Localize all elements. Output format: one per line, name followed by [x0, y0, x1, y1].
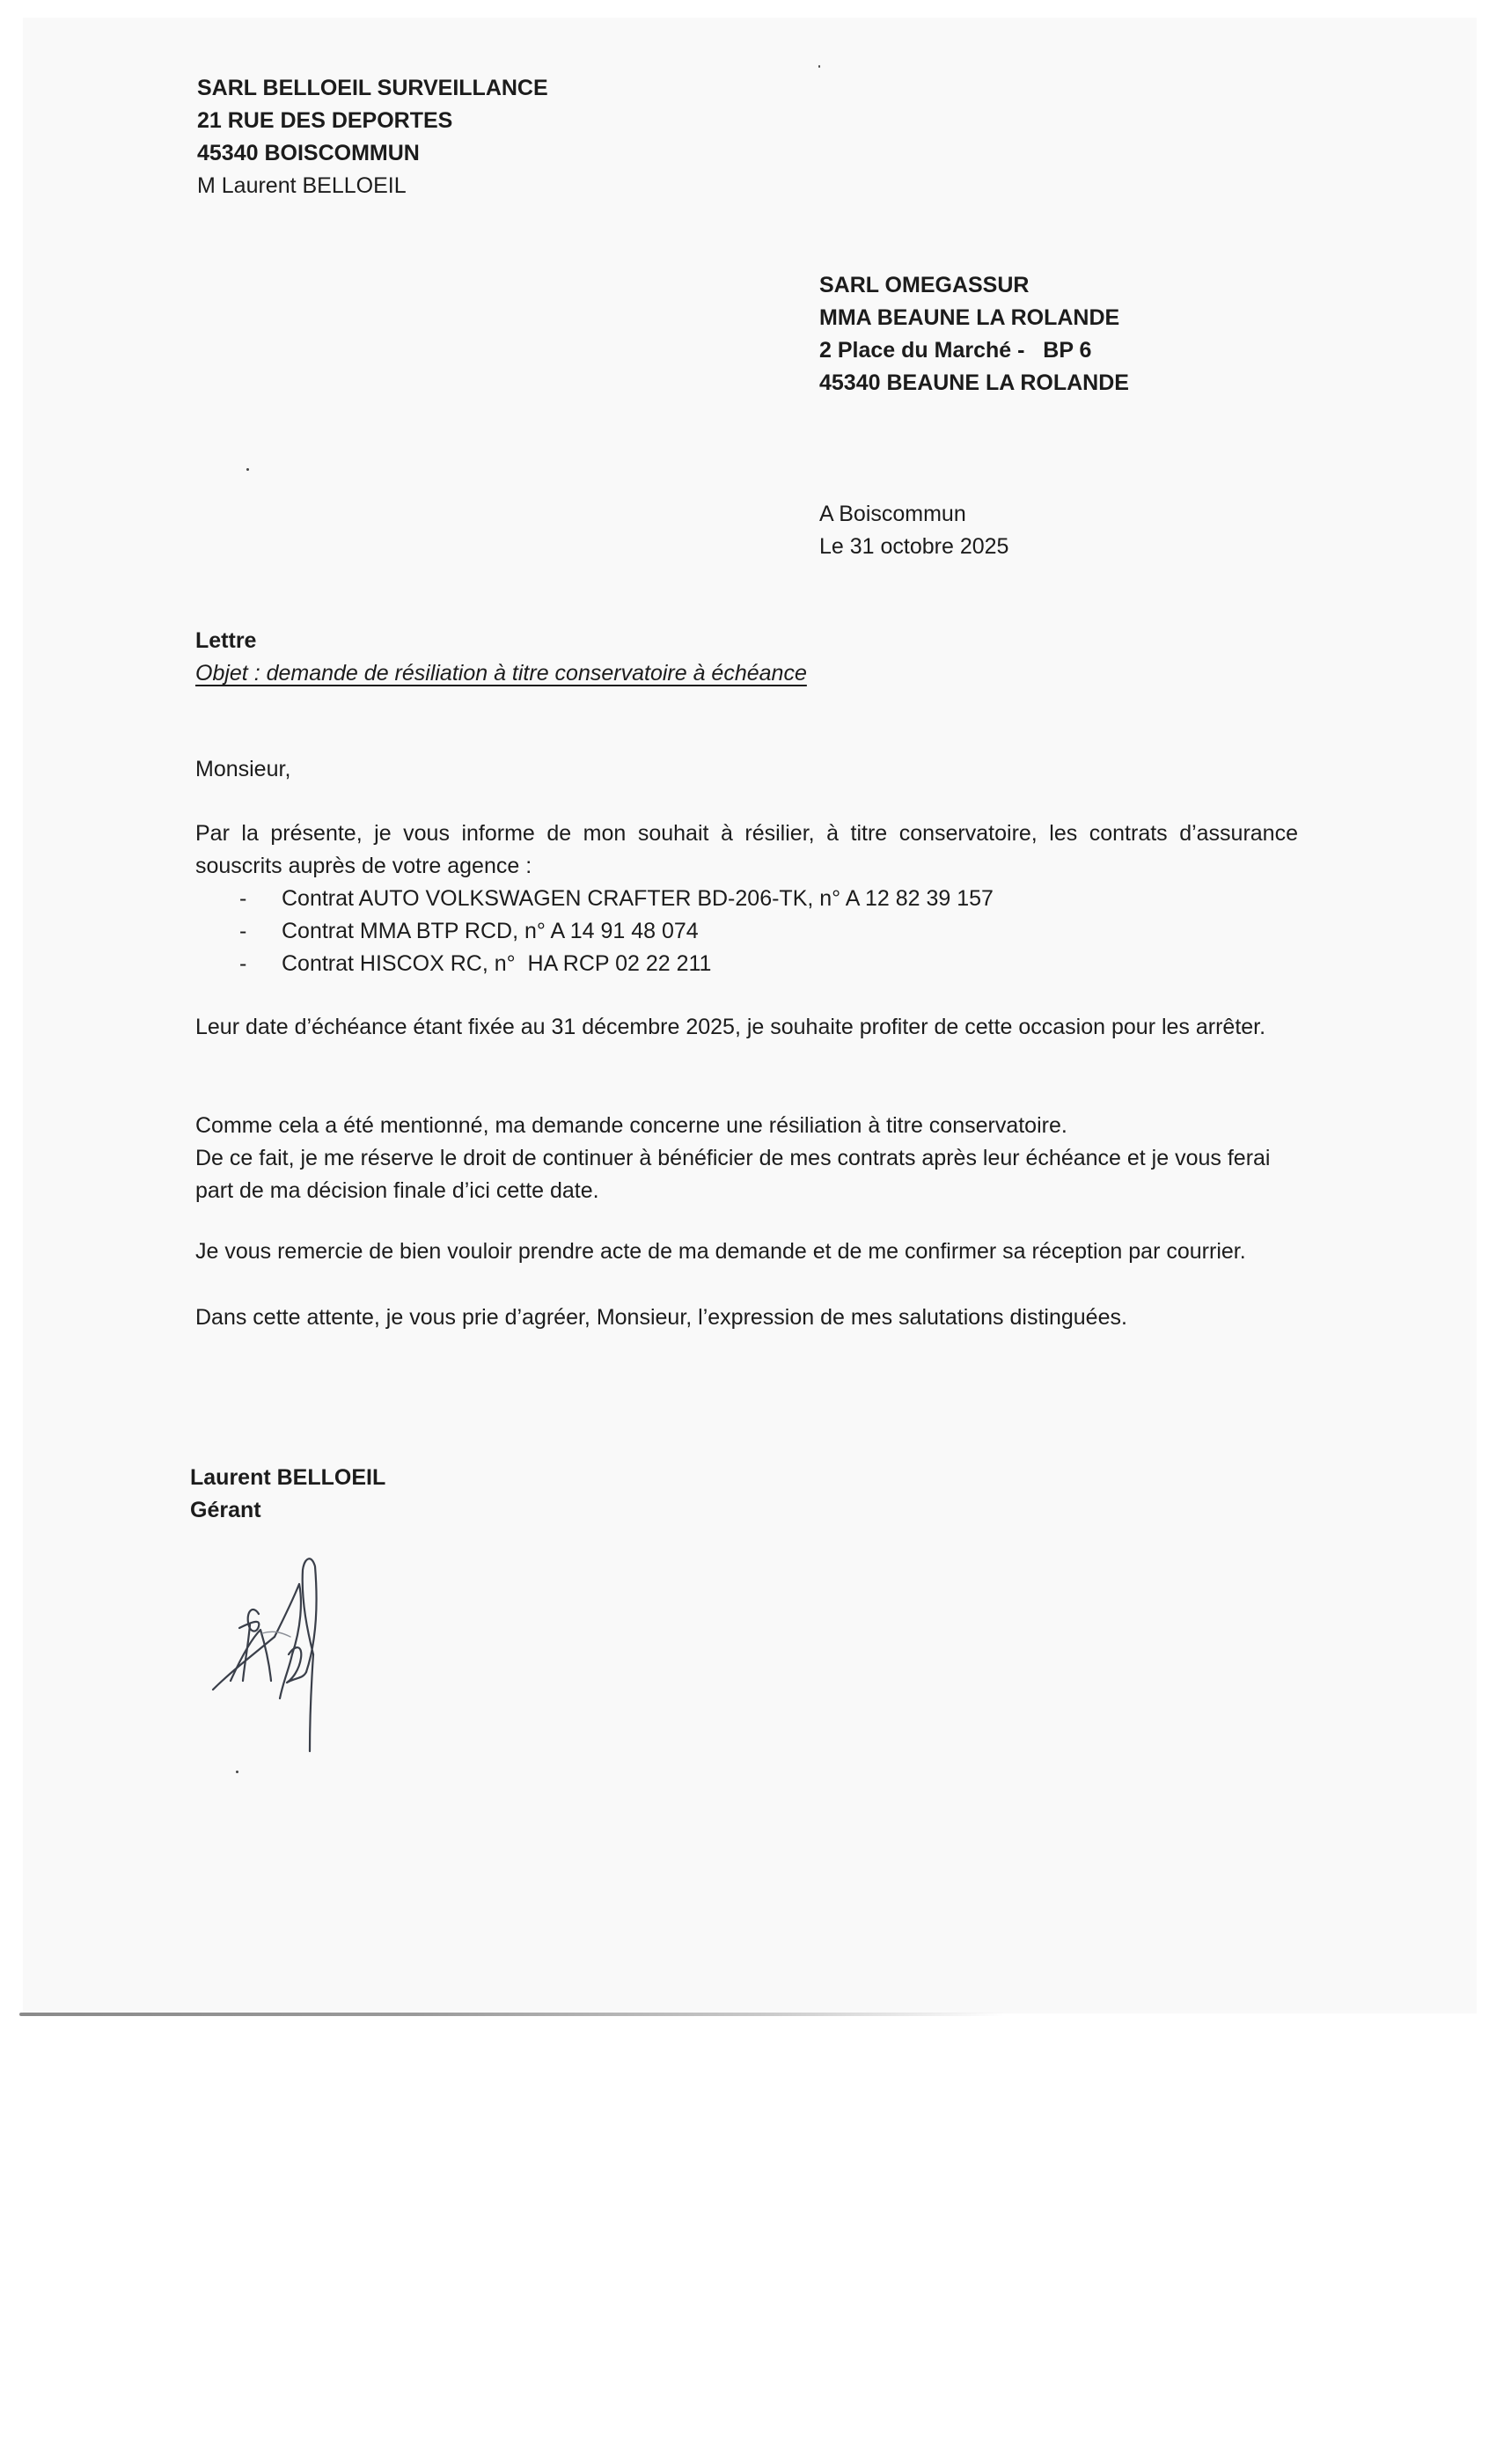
- letter-heading: [195, 625, 807, 690]
- letter-place: A Boiscommun: [819, 502, 966, 526]
- contract-list: [195, 883, 994, 980]
- place-date: [819, 498, 1008, 563]
- signer-name: Laurent BELLOEIL: [190, 1465, 386, 1490]
- scan-speck: [236, 1771, 238, 1773]
- signature-stroke: [303, 1558, 317, 1672]
- salutation: Monsieur,: [195, 757, 291, 781]
- letter-date: Le 31 octobre 2025: [819, 534, 1009, 559]
- contract-item: [195, 948, 994, 980]
- conservatory-line-2: De ce fait, je me réserve le droit de continuer à bénéficier de mes contrats après leur échéance et je vous ferai part de ma décision finale d’ici cette date.: [195, 1146, 1271, 1203]
- recipient-street: 2 Place du Marché - BP 6: [819, 338, 1092, 363]
- scan-speck: [246, 468, 249, 471]
- bullet-dash: -: [239, 919, 247, 943]
- recipient-city: 45340 BEAUNE LA ROLANDE: [819, 370, 1129, 395]
- handwritten-signature: [204, 1549, 363, 1760]
- bullet-dash: -: [239, 951, 247, 976]
- signer-block: [190, 1462, 385, 1527]
- contract-text: Contrat MMA BTP RCD, n° A 14 91 48 074: [282, 919, 699, 943]
- sender-contact: M Laurent BELLOEIL: [197, 173, 407, 198]
- contract-item: [195, 915, 994, 948]
- confirmation-paragraph: Je vous remercie de bien vouloir prendre acte de ma demande et de me confirmer sa réception par courrier.: [195, 1239, 1246, 1264]
- contract-text: Contrat AUTO VOLKSWAGEN CRAFTER BD-206-TK, n° A 12 82 39 157: [282, 886, 994, 911]
- sender-city: 45340 BOISCOMMUN: [197, 141, 420, 165]
- bullet-dash: -: [239, 886, 247, 911]
- closing-paragraph: Dans cette attente, je vous prie d’agréer, Monsieur, l’expression de mes salutations distinguées.: [195, 1305, 1127, 1330]
- sender-address: [197, 72, 548, 202]
- expiry-paragraph: Leur date d’échéance étant fixée au 31 décembre 2025, je souhaite profiter de cette occasion pour les arrêter.: [195, 1015, 1266, 1039]
- letter-subject: Objet : demande de résiliation à titre conservatoire à échéance: [195, 661, 807, 686]
- signer-title: Gérant: [190, 1498, 261, 1522]
- signature-stroke: [310, 1654, 313, 1751]
- conservatory-line-1: Comme cela a été mentionné, ma demande concerne une résiliation à titre conservatoire.: [195, 1113, 1067, 1138]
- letter-type: Lettre: [195, 628, 257, 653]
- intro-paragraph: Par la présente, je vous informe de mon souhait à résilier, à titre conservatoire, les contrats d’assurance souscrits auprès de votre agence :: [195, 821, 1298, 878]
- contract-text: Contrat HISCOX RC, n° HA RCP 02 22 211: [282, 951, 712, 976]
- recipient-agency: MMA BEAUNE LA ROLANDE: [819, 305, 1120, 330]
- sender-street: 21 RUE DES DEPORTES: [197, 108, 453, 133]
- scan-edge-line: [19, 2013, 1005, 2016]
- recipient-address: [819, 269, 1129, 400]
- contract-item: [195, 883, 994, 915]
- sender-company: SARL BELLOEIL SURVEILLANCE: [197, 76, 548, 100]
- conservatory-paragraph: [195, 1110, 1298, 1207]
- scan-speck: [818, 65, 820, 68]
- recipient-company: SARL OMEGASSUR: [819, 273, 1030, 297]
